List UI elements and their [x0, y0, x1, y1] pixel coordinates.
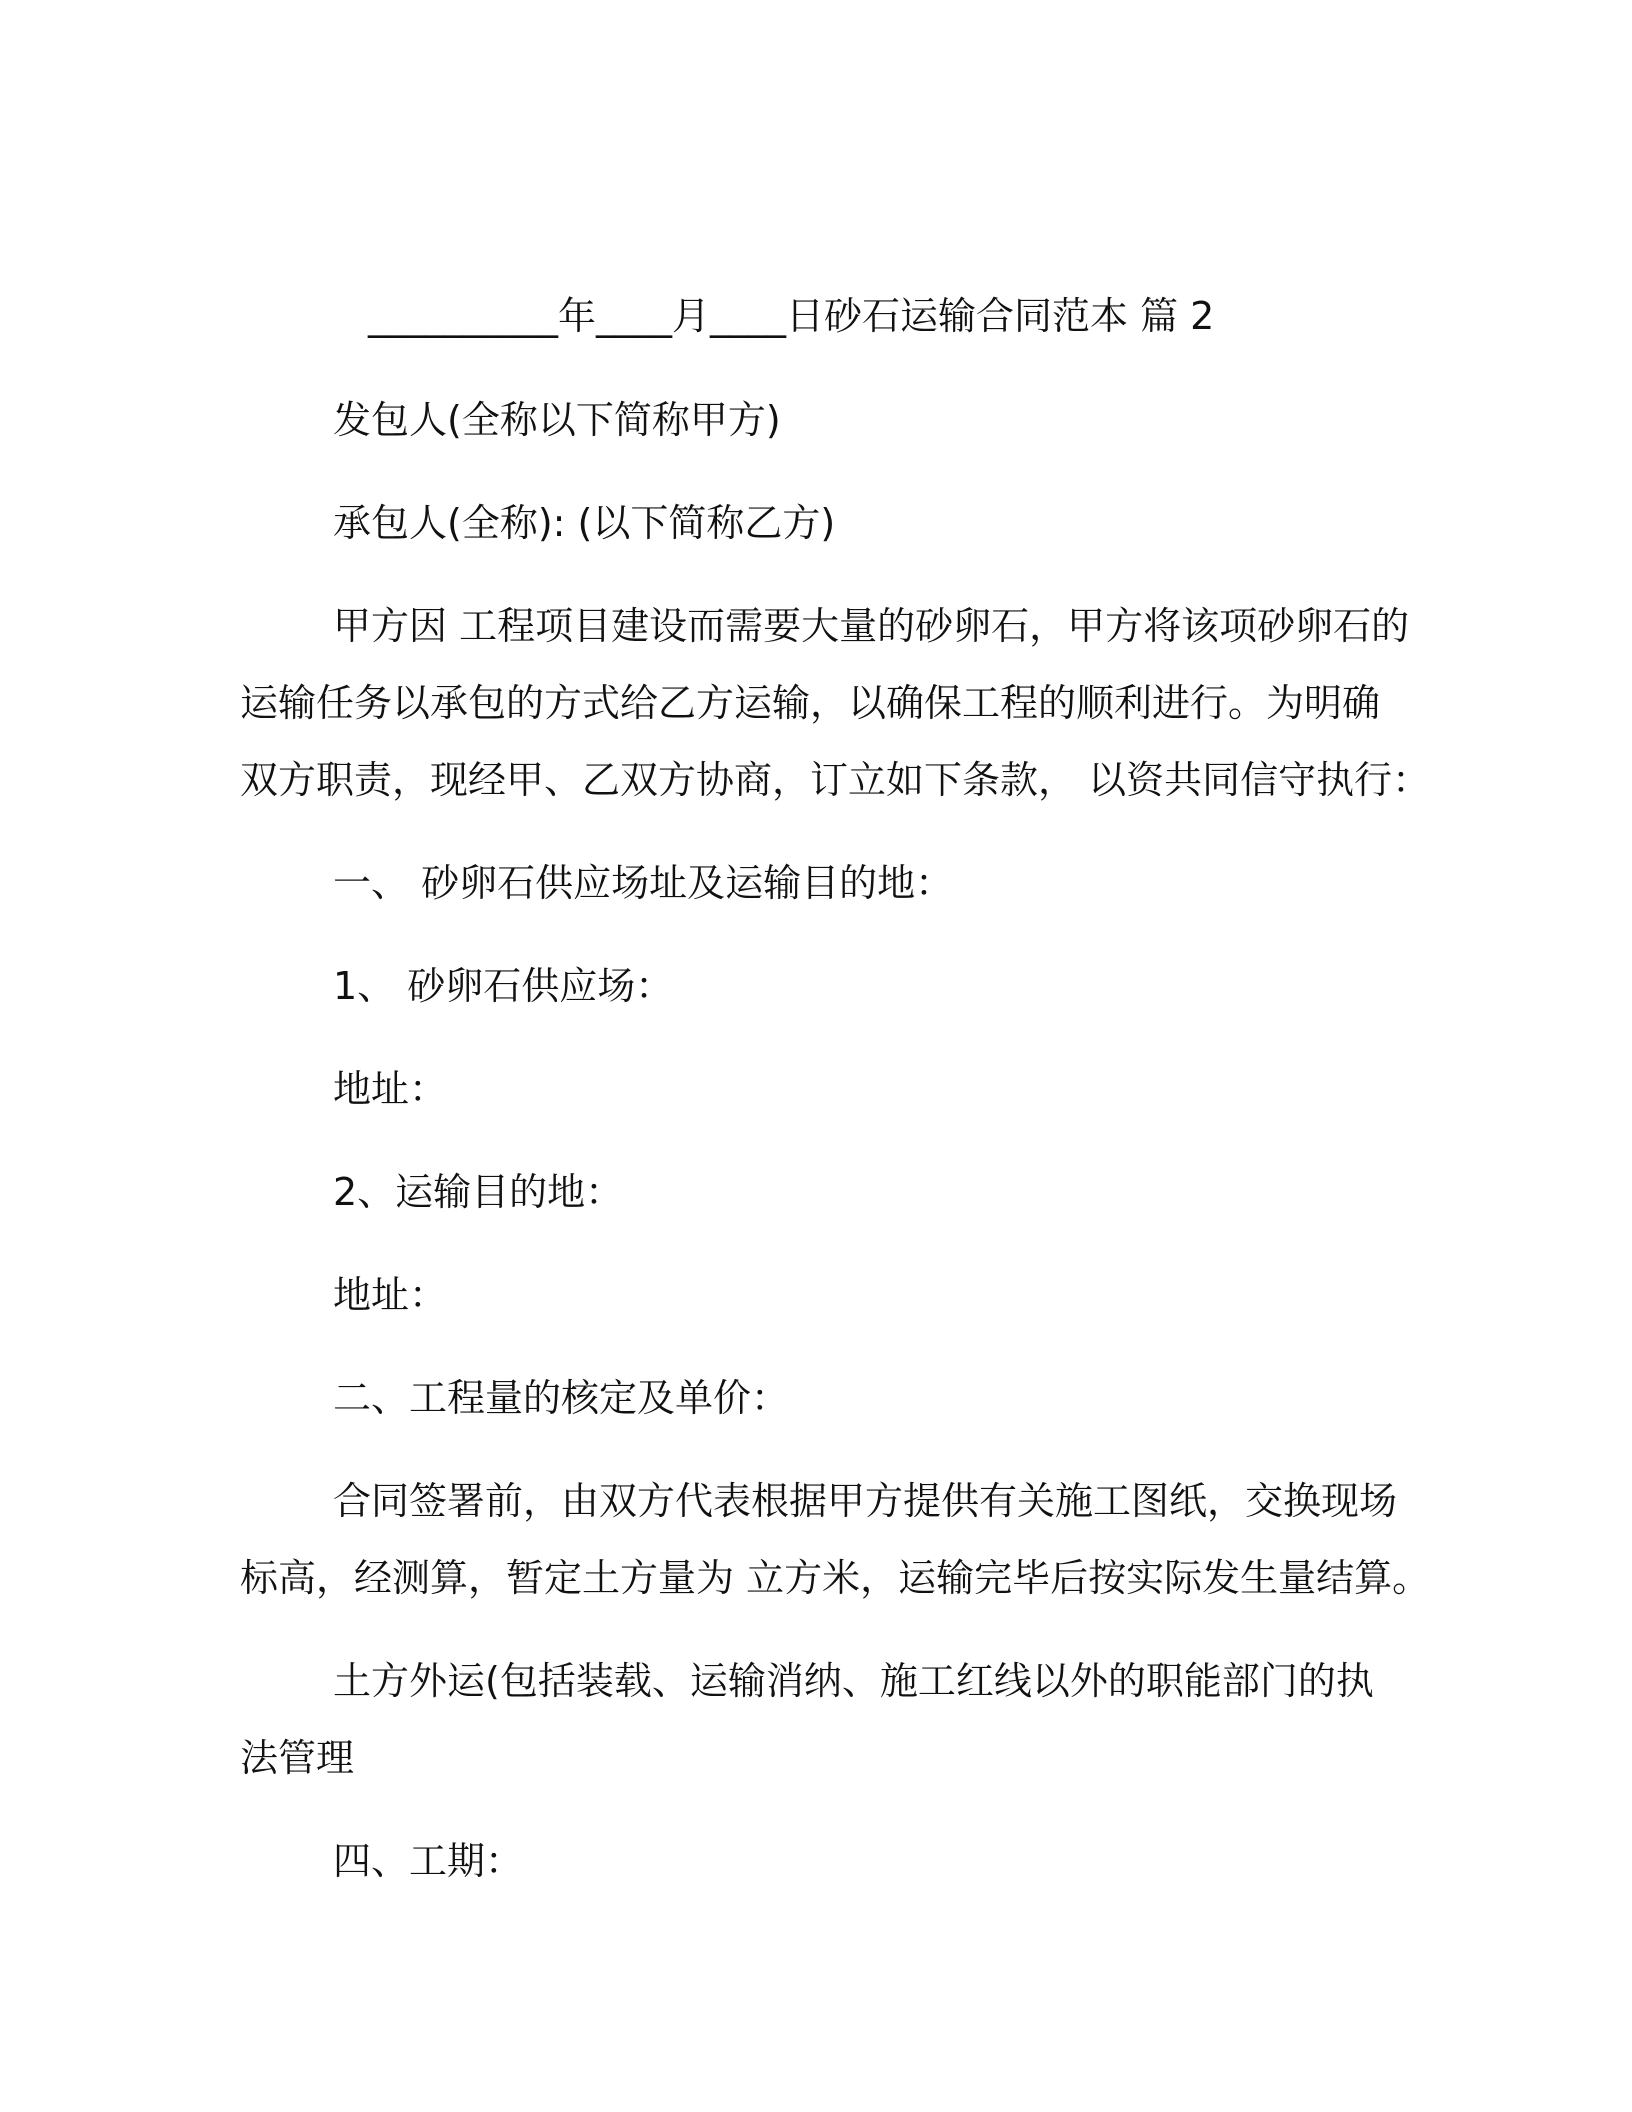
paragraph-line: 标高，经测算，暂定土方量为 立方米，运输完毕后按实际发生量结算。 — [240, 1556, 1431, 1600]
paragraph-line: 法管理 — [240, 1736, 355, 1780]
address-line: 地址： — [333, 1067, 448, 1111]
subsection-heading: 2、运输目的地： — [333, 1170, 624, 1214]
paragraph-line: 甲方因 工程项目建设而需要大量的砂卵石，甲方将该项砂卵石的 — [333, 604, 1410, 648]
party-b-line: 承包人(全称): (以下简称乙方) — [333, 501, 836, 545]
address-line: 地址： — [333, 1273, 448, 1317]
section-heading: 四、工期： — [333, 1839, 524, 1883]
paragraph-line: 合同签署前，由双方代表根据甲方提供有关施工图纸，交换现场 — [333, 1479, 1398, 1523]
subsection-heading: 1、 砂卵石供应场： — [333, 964, 674, 1008]
paragraph-line: 运输任务以承包的方式给乙方运输，以确保工程的顺利进行。为明确 — [240, 681, 1381, 725]
party-a-line: 发包人(全称以下简称甲方) — [333, 398, 781, 442]
section-heading: 一、 砂卵石供应场址及运输目的地： — [333, 861, 954, 905]
section-heading: 二、工程量的核定及单价： — [333, 1376, 790, 1420]
paragraph-line: 土方外运(包括装载、运输消纳、施工红线以外的职能部门的执 — [333, 1659, 1374, 1703]
document-title: __________年____月____日砂石运输合同范本 篇 2 — [368, 294, 1215, 338]
paragraph-line: 双方职责，现经甲、乙双方协商，订立如下条款， 以资共同信守执行： — [240, 758, 1431, 802]
